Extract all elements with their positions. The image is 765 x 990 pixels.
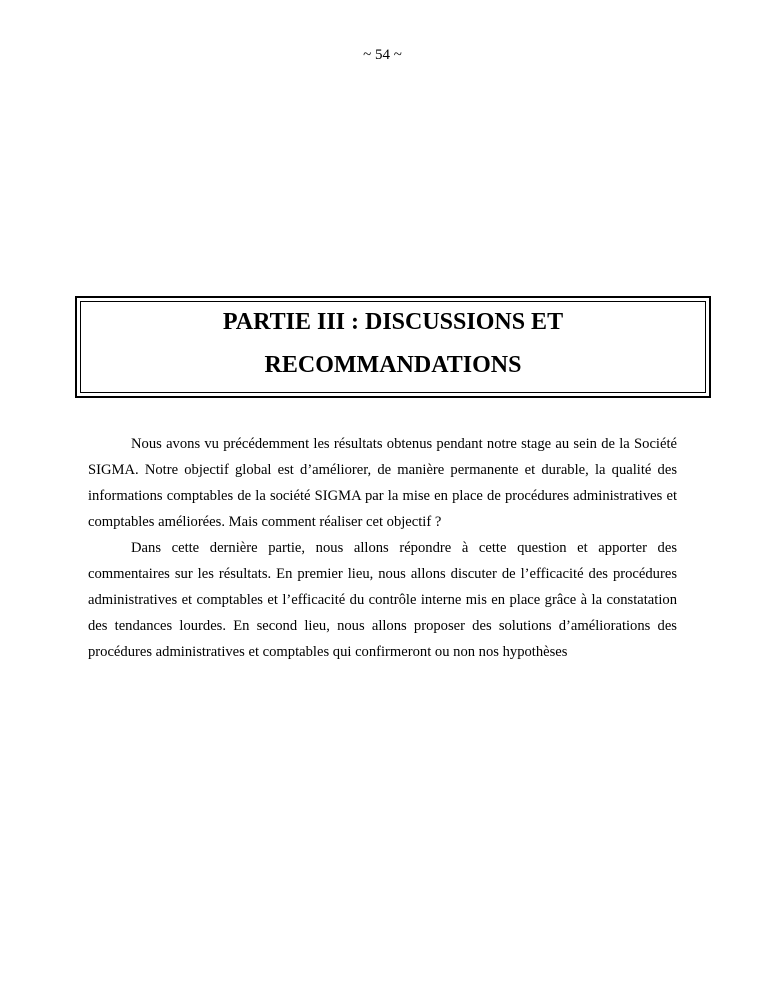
paragraph-plan: Dans cette dernière partie, nous allons répondre à cette question et apporter des commentaires sur les résultats. En premier lieu, nous allons discuter de l’efficacité des procédures administratives et comptables et l’efficacité du contrôle interne mis en place grâce à la constatation des tendances lourdes. En second lieu, nous allons proposer des solutions d’améliorations des procédures administratives et comptables qui confirmeront ou non nos hypothèses xyxy=(88,540,677,660)
section-title-box xyxy=(75,296,711,398)
body-text xyxy=(88,431,677,665)
section-title-line-1: PARTIE III : DISCUSSIONS ET xyxy=(222,309,564,335)
paragraph-intro: Nous avons vu précédemment les résultats obtenus pendant notre stage au sein de la Société SIGMA. Notre objectif global est d’améliorer, de manière permanente et durable, la qualité des informations comptables de la société SIGMA par la mise en place de procédures administratives et comptables améliorées. Mais comment réaliser cet objectif ? xyxy=(88,436,677,530)
section-title-line-2: RECOMMANDATIONS xyxy=(264,352,522,378)
section-title-inner-frame xyxy=(80,301,706,393)
page-number: ~ 54 ~ xyxy=(363,47,402,63)
